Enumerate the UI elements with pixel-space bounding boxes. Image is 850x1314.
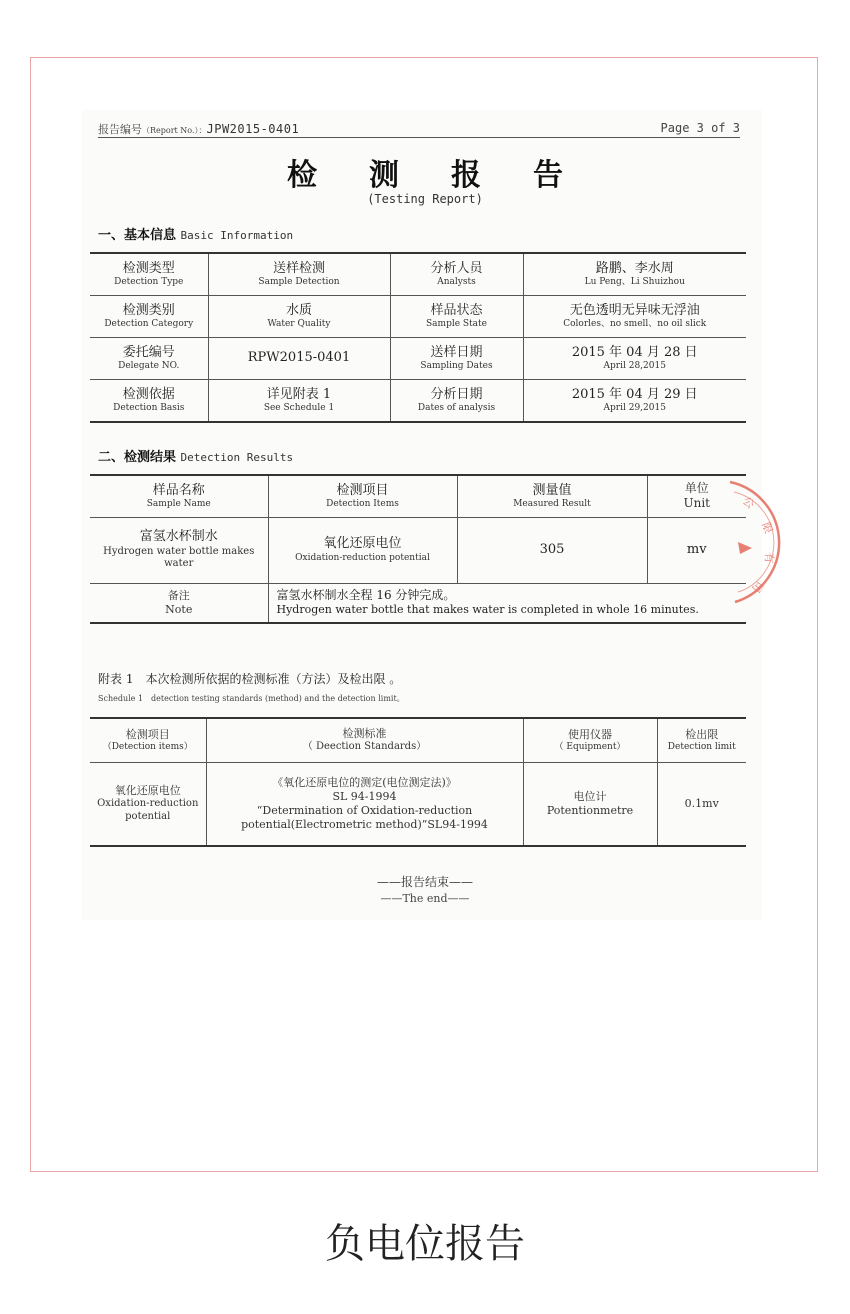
header-cell	[457, 475, 647, 517]
report-number	[98, 121, 299, 137]
value-cn: 路鹏、李水周	[595, 260, 674, 276]
header-cell	[90, 475, 268, 517]
label-cell	[90, 338, 208, 380]
item-en: Oxidation-reduction potential	[97, 798, 199, 822]
results-heading	[98, 446, 293, 465]
label-cn: 检测类别	[122, 302, 175, 318]
sample-cn: 富氢水杯制水	[139, 529, 218, 545]
label-en: Detection Type	[114, 277, 184, 287]
header-cn: 测量值	[532, 482, 572, 498]
label-en: Delegate NO.	[118, 361, 180, 371]
label-en: Sampling Dates	[420, 361, 493, 371]
label-cn: 分析日期	[430, 386, 483, 402]
svg-text:公: 公	[740, 494, 757, 512]
svg-text:有: 有	[762, 551, 776, 564]
header-cn: 检测项目	[125, 727, 170, 741]
report-end-en: ——The end——	[380, 892, 470, 905]
measured-value: 305	[539, 541, 565, 557]
note-label-cell	[90, 583, 268, 623]
header-cell	[657, 718, 746, 762]
header-en: Measured Result	[513, 498, 591, 509]
label-cn: 样品状态	[430, 302, 483, 318]
note-label-cn: 备注	[167, 589, 190, 602]
table-row	[90, 762, 746, 846]
results-heading-en: Detection Results	[180, 451, 294, 464]
label-cn: 分析人员	[430, 260, 483, 276]
label-cell	[390, 296, 523, 338]
value-en: Lu Peng、Li Shuizhou	[584, 277, 685, 287]
standard-line: “Determination of Oxidation-reduction	[256, 803, 473, 817]
value-cell	[523, 380, 746, 423]
schedule-caption: 附表 1 本次检测所依据的检测标准（方法）及检出限 。	[98, 672, 402, 686]
label-cell	[390, 380, 523, 423]
schedule-caption-en: Schedule 1 detection testing standards (method) and the detection limit。	[98, 694, 405, 703]
report-no-label-en: （Report No.）：	[142, 126, 207, 135]
results-heading-cn: 二、检测结果	[98, 450, 177, 465]
standard-line: SL 94-1994	[332, 790, 397, 803]
value-cell	[523, 253, 746, 296]
header-en: （ Deection Standards）	[302, 740, 427, 752]
note-cell	[268, 583, 746, 623]
label-cell	[90, 380, 208, 423]
report-end-cn: ——报告结束——	[376, 875, 473, 889]
label-cell	[390, 253, 523, 296]
header-cell	[523, 718, 657, 762]
value-cell	[523, 296, 746, 338]
value-cell	[208, 380, 390, 423]
equipment-cell	[523, 762, 657, 846]
standard-cell	[206, 762, 523, 846]
item-cell	[268, 517, 457, 583]
equipment-cn: 电位计	[573, 790, 607, 803]
header-cn: 单位	[684, 481, 709, 496]
header-en: Detection Items	[326, 498, 399, 509]
page-number: Page 3 of 3	[660, 121, 740, 135]
basic-info-heading-cn: 一、基本信息	[98, 228, 177, 243]
header-cell	[206, 718, 523, 762]
value-cell	[208, 296, 390, 338]
label-cn: 送样日期	[430, 344, 483, 360]
report-title: 检测报告	[287, 158, 615, 193]
note-cn: 富氢水杯制水全程 16 分钟完成。	[276, 588, 456, 603]
header-en: （Detection items）	[102, 741, 193, 752]
label-cell	[90, 253, 208, 296]
value-cn: 水质	[285, 302, 312, 318]
value-cn: 详见附表 1	[266, 386, 332, 402]
note-row	[90, 583, 746, 623]
limit-value: 0.1mv	[684, 796, 719, 810]
item-cell	[90, 762, 206, 846]
item-en: Oxidation-reduction potential	[295, 552, 430, 563]
header-en: Detection limit	[667, 741, 736, 752]
header-cn: 检出限	[685, 727, 719, 741]
sample-en: Hydrogen water bottle makes water	[103, 545, 255, 570]
report-header	[98, 121, 740, 138]
value-cn: 2015 年 04 月 29 日	[571, 386, 698, 402]
value-en: Sample Detection	[258, 277, 340, 287]
label-en: Dates of analysis	[417, 403, 496, 413]
table-header-row	[90, 718, 746, 762]
unit-value: mv	[686, 541, 707, 557]
value-en: April 29,2015	[603, 403, 666, 413]
table-row	[90, 380, 746, 423]
table-row	[90, 296, 746, 338]
value-en: Colorles、no smell、no oil slick	[563, 319, 707, 329]
label-cn: 检测依据	[122, 386, 175, 402]
value-cn: 送样检测	[272, 260, 325, 276]
header-en: Unit	[683, 496, 710, 511]
header-cn: 检测标准	[342, 727, 387, 741]
label-cn: 检测类型	[122, 260, 175, 276]
item-cn: 氧化还原电位	[323, 536, 402, 552]
label-cell	[390, 338, 523, 380]
note-label-en: Note	[165, 602, 193, 616]
table-header-row	[90, 475, 746, 517]
limit-cell	[657, 762, 746, 846]
label-en: Sample State	[426, 319, 487, 329]
value-cell	[208, 338, 390, 380]
image-caption: 负电位报告	[325, 1221, 525, 1267]
value-en: See Schedule 1	[263, 403, 335, 413]
label-cell	[90, 296, 208, 338]
table-row	[90, 338, 746, 380]
schedule-table	[90, 717, 746, 847]
results-table	[90, 474, 746, 624]
basic-info-heading	[98, 224, 293, 243]
measured-cell	[457, 517, 647, 583]
item-cn: 氧化还原电位	[114, 784, 181, 798]
note-en: Hydrogen water bottle that makes water is completed in whole 16 minutes.	[276, 603, 699, 617]
label-en: Analysts	[437, 277, 476, 287]
basic-info-heading-en: Basic Information	[180, 229, 294, 242]
svg-text:司: 司	[749, 578, 767, 595]
value-cell	[523, 338, 746, 380]
value-cell	[208, 253, 390, 296]
value-cn: 2015 年 04 月 28 日	[571, 344, 698, 360]
label-en: Detection Category	[104, 319, 194, 329]
header-cn: 检测项目	[336, 482, 389, 498]
report-no-label: 报告编号	[98, 123, 142, 136]
value-cn: 无色透明无异味无浮油	[569, 302, 700, 318]
basic-info-table	[90, 252, 746, 423]
header-cn: 使用仪器	[568, 727, 612, 741]
report-no-value: JPW2015-0401	[206, 122, 300, 136]
header-en: （ Equipment）	[554, 741, 626, 752]
standard-line: potential(Electrometric method)”SL94-1994	[241, 817, 488, 831]
official-seal-stamp	[690, 472, 800, 612]
value-cn: RPW2015-0401	[247, 350, 351, 366]
value-en: Water Quality	[267, 319, 331, 329]
header-cell	[268, 475, 457, 517]
table-row	[90, 517, 746, 583]
table-row	[90, 253, 746, 296]
equipment-en: Potentionmetre	[546, 803, 634, 817]
svg-text:限: 限	[759, 520, 776, 536]
label-en: Detection Basis	[113, 403, 185, 413]
label-cn: 委托编号	[122, 344, 175, 360]
value-en: April 28,2015	[603, 361, 666, 371]
header-en: Sample Name	[146, 498, 211, 509]
header-cn: 样品名称	[152, 482, 205, 498]
sample-cell	[90, 517, 268, 583]
standard-line: 《氧化还原电位的测定(电位测定法)》	[272, 776, 457, 790]
header-cell	[90, 718, 206, 762]
report-subtitle: (Testing Report)	[367, 192, 483, 206]
